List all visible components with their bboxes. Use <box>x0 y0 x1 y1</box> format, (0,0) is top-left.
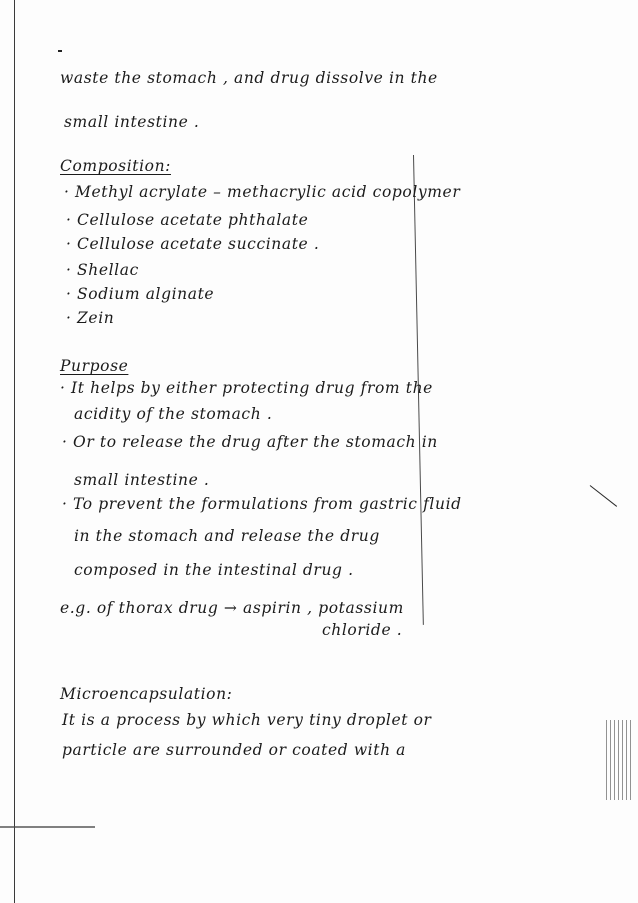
note-line: · Cellulose acetate succinate . <box>66 235 320 253</box>
ink-dot-mark <box>58 50 62 52</box>
note-line: waste the stomach , and drug dissolve in the <box>60 69 438 87</box>
section-heading-purpose: Purpose <box>60 357 129 375</box>
note-line: · To prevent the formulations from gastric fluid <box>62 495 462 513</box>
left-margin-rule <box>14 0 15 903</box>
bottom-scan-smudge <box>0 826 95 828</box>
note-line: in the stomach and release the drug <box>74 527 380 545</box>
note-line: particle are surrounded or coated with a <box>62 741 407 759</box>
note-line: · Shellac <box>66 261 139 279</box>
note-line: · Zein <box>66 309 115 327</box>
note-line: small intestine . <box>64 113 200 131</box>
note-line: It is a process by which very tiny droplet or <box>62 711 432 729</box>
note-line: composed in the intestinal drug . <box>74 561 354 579</box>
page-edge-scan-artifact <box>606 720 634 800</box>
section-heading-microencapsulation: Microencapsulation: <box>60 685 233 703</box>
note-line: e.g. of thorax drug → aspirin , potassium <box>60 599 404 617</box>
section-heading-composition: Composition: <box>60 157 171 175</box>
note-line: · Methyl acrylate – methacrylic acid copolymer <box>64 183 461 201</box>
note-line: · Or to release the drug after the stomach in <box>62 433 438 451</box>
note-line: · Sodium alginate <box>66 285 215 303</box>
note-line: · Cellulose acetate phthalate <box>66 211 309 229</box>
note-line: chloride . <box>322 621 403 639</box>
note-line: small intestine . <box>74 471 210 489</box>
ink-slash-mark <box>590 485 617 507</box>
note-line: acidity of the stomach . <box>74 405 273 423</box>
note-line: · It helps by either protecting drug from the <box>60 379 433 397</box>
